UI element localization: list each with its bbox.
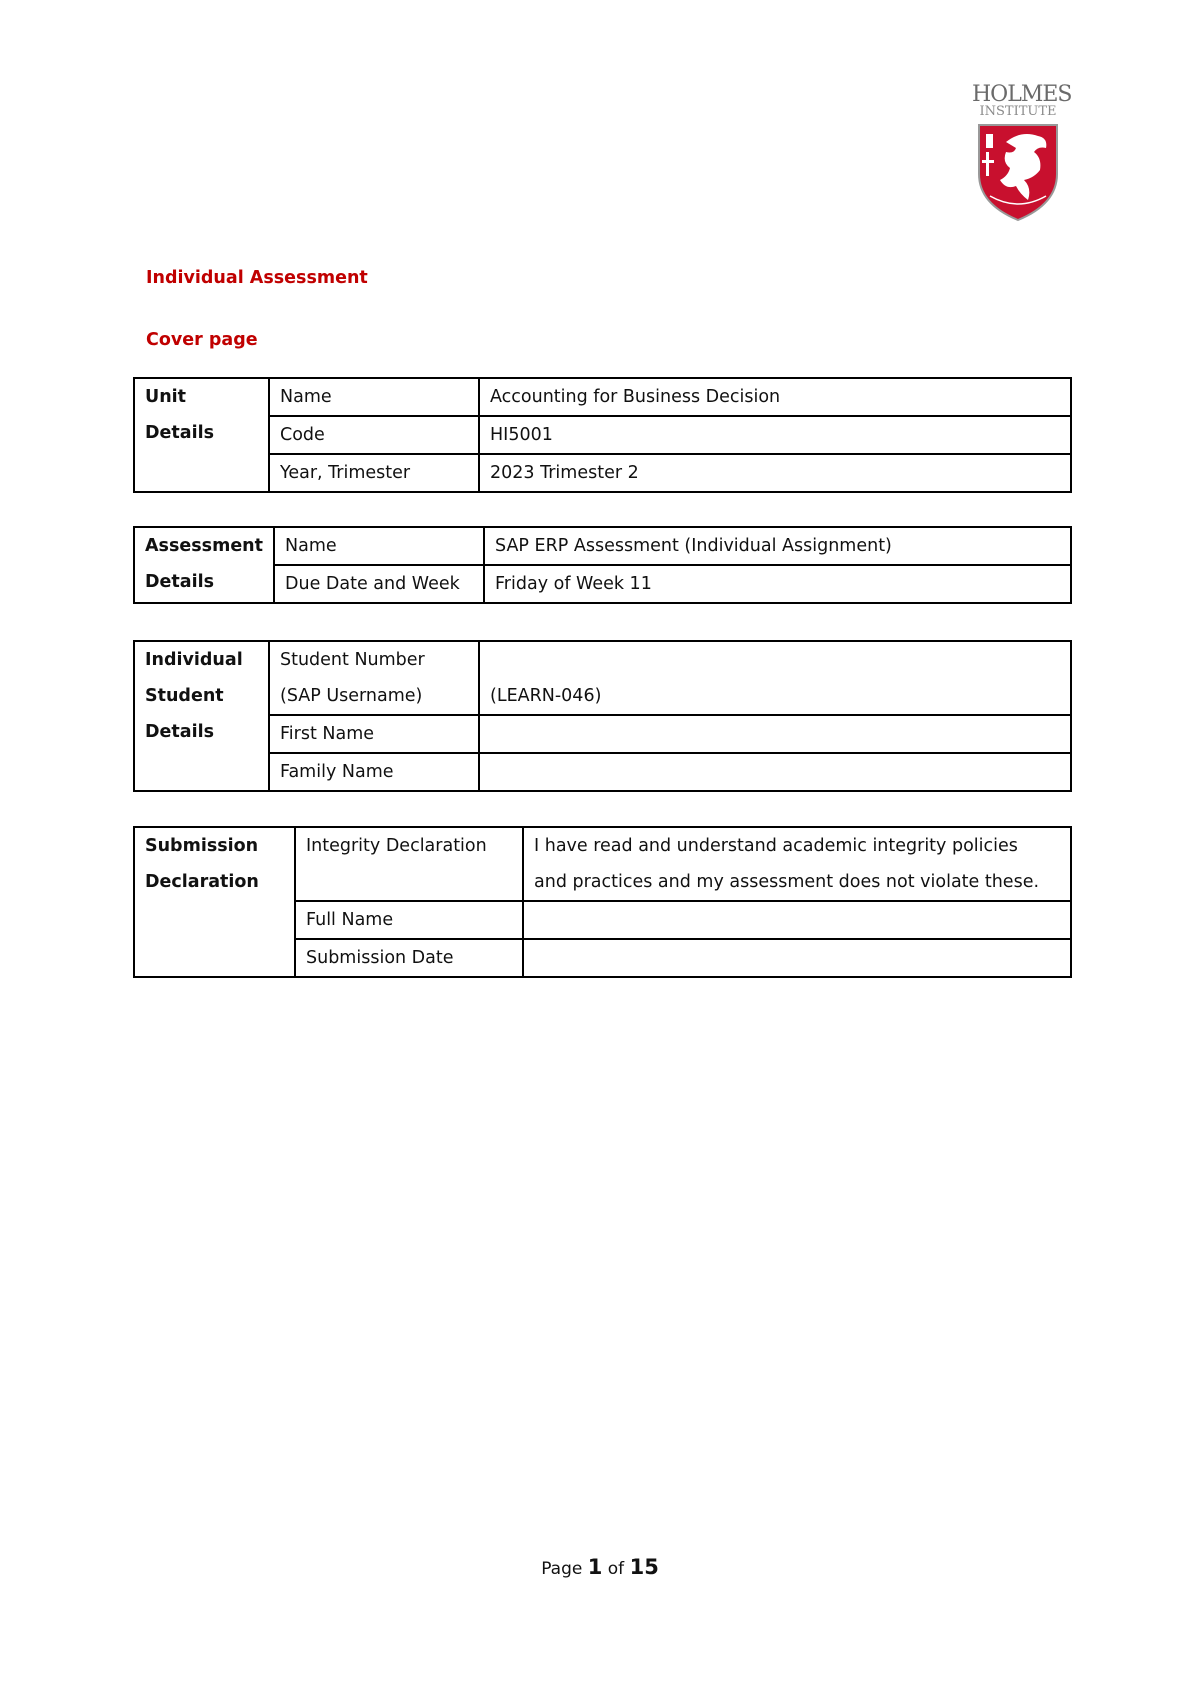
student-label-line3: Details [145,722,214,742]
unit-year-field: Year, Trimester [269,454,479,492]
page-footer [0,1555,1200,1579]
submission-declaration-label [134,827,295,977]
table-row [134,715,1071,753]
unit-name-value: Accounting for Business Decision [479,378,1071,416]
current-page-number: 1 [587,1555,603,1579]
student-label-line2: Student [145,686,224,706]
student-number-line1: Student Number [280,650,425,670]
student-details-label [134,641,269,791]
griffin-shield-icon [976,122,1060,222]
assessment-label-line1: Assessment [145,536,264,556]
unit-name-field: Name [269,378,479,416]
due-date-field: Due Date and Week [274,565,484,603]
submission-label-line2: Declaration [145,872,259,892]
table-row [134,378,1071,416]
due-date-value: Friday of Week 11 [484,565,1071,603]
cover-page-heading: Cover page [146,330,258,350]
submission-date-field: Submission Date [295,939,523,977]
of-word: of [607,1559,625,1579]
assessment-details-table [133,526,1072,604]
table-row [134,827,1071,901]
student-number-line2: (SAP Username) [280,686,423,706]
submission-date-value[interactable] [523,939,1071,977]
table-row [134,641,1071,715]
full-name-field: Full Name [295,901,523,939]
submission-label-line1: Submission [145,836,259,856]
unit-details-label [134,378,269,492]
integrity-text-line2: and practices and my assessment does not violate these. [534,872,1040,892]
integrity-text-line1: I have read and understand academic integrity policies [534,836,1018,856]
integrity-declaration-value [523,827,1071,901]
submission-declaration-table [133,826,1072,978]
unit-year-value: 2023 Trimester 2 [479,454,1071,492]
total-page-count: 15 [629,1555,659,1579]
assessment-label-line2: Details [145,572,214,592]
first-name-value[interactable] [479,715,1071,753]
assessment-details-label [134,527,274,603]
unit-code-value: HI5001 [479,416,1071,454]
unit-label-line1: Unit [145,387,187,407]
full-name-value[interactable] [523,901,1071,939]
student-label-line1: Individual [145,650,243,670]
table-row [134,416,1071,454]
assessment-name-value: SAP ERP Assessment (Individual Assignment) [484,527,1071,565]
family-name-value[interactable] [479,753,1071,791]
unit-details-table [133,377,1072,493]
student-number-field [269,641,479,715]
assessment-name-field: Name [274,527,484,565]
table-row [134,753,1071,791]
student-number-value[interactable] [479,641,1071,715]
logo-wordmark: HOLMES [972,82,1072,107]
student-details-table [133,640,1072,792]
unit-code-field: Code [269,416,479,454]
individual-assessment-heading: Individual Assessment [146,268,368,288]
holmes-institute-logo [972,82,1072,224]
first-name-field: First Name [269,715,479,753]
page-word: Page [541,1559,583,1579]
unit-label-line2: Details [145,423,214,443]
family-name-field: Family Name [269,753,479,791]
table-row [134,565,1071,603]
sap-username-value: (LEARN-046) [490,686,602,706]
table-row [134,527,1071,565]
logo-subtitle: INSTITUTE [979,104,1057,119]
integrity-declaration-field: Integrity Declaration [295,827,523,901]
table-row [134,454,1071,492]
